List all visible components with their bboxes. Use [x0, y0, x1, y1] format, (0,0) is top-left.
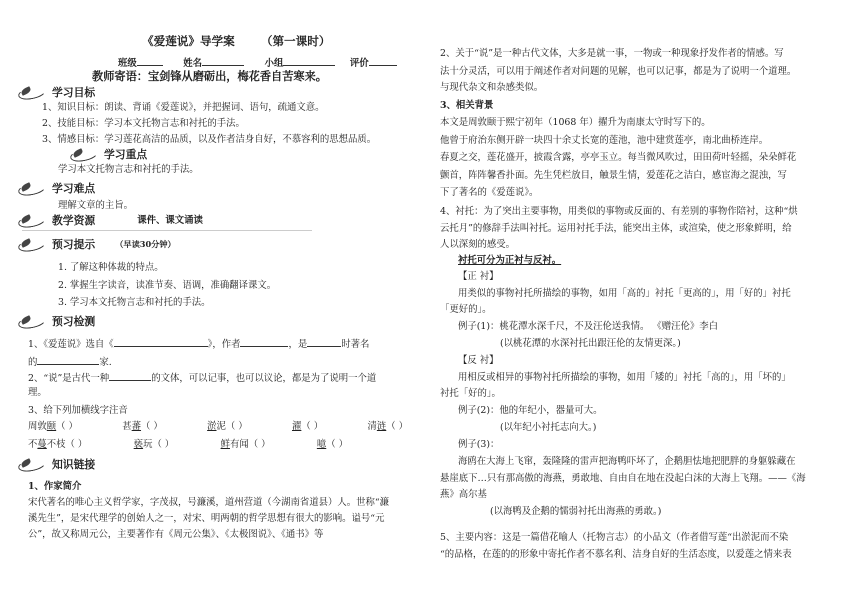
background-line-4: 颤首，阵阵馨香扑面。先生凭栏放目，触景生情，爱莲花之洁白，感宦海之混浊，写: [440, 170, 787, 181]
page-title: [142, 33, 330, 49]
dynasty-field[interactable]: [307, 337, 341, 347]
positive-contrast-line-2: 「更好的」。: [440, 304, 492, 315]
background-line-1: 本文是周敦颐于熙宁初年（1068 年）擢升为南康太守时写下的。: [440, 117, 711, 128]
preview-item-2: 2. 掌握生字读音，读准节奏、语调，准确翻译课文。: [58, 280, 277, 291]
background-line-2: 他曾于府治东侧开辟一块四十余丈长宽的莲池，池中建赏莲亭，南北曲桥连岸。: [440, 135, 769, 146]
section-resources-heading: 教学资源 课件、课文诵读: [18, 212, 203, 228]
goal-item-1: 1、知识目标：朗读、背诵《爱莲说》，并把握词、语句，疏通文意。: [42, 102, 325, 113]
preview-item-1: 1. 了解这种体裁的特点。: [58, 262, 164, 273]
author-intro-heading: 1、作家简介: [28, 481, 82, 492]
preview-item-3: 3. 学习本文托物言志和衬托的手法。: [58, 297, 211, 308]
identity-field[interactable]: [37, 355, 99, 365]
genre-line-2: 法十分灵活，可以用于阐述作者对问题的见解，也可以记事，都是为了说明一个道理。: [440, 66, 797, 77]
pinyin-row-2: [28, 438, 348, 451]
check-q1-line1: 1、《爱莲说》选自《 》，作者 ，是 时著名: [28, 339, 370, 350]
leaf-icon: [18, 237, 48, 251]
pinyin-item[interactable]: 清涟（ ）: [367, 421, 408, 432]
goal-item-3: 3、情感目标：学习莲花高洁的品质，以及作者洁身自好，不慕容利的思想品质。: [42, 134, 377, 145]
genre-line-3: 与现代杂文和杂感类似。: [440, 82, 544, 93]
leaf-icon: [18, 181, 48, 195]
section-focus-heading: 学习重点: [70, 146, 147, 162]
pinyin-item[interactable]: 甚蕃（ ）: [122, 421, 163, 432]
example-2: 例子(2)：他的年纪小，器量可大。: [458, 405, 603, 416]
leaf-icon: [18, 85, 48, 99]
example-1-note: (以桃花潭的水深衬托出跟汪伦的友情更深。): [500, 338, 681, 349]
eval-field[interactable]: [369, 56, 397, 66]
contrast-def-line-3: 人以深刻的感受。: [440, 239, 516, 250]
pinyin-item[interactable]: 不蔓不枝（ ）: [28, 439, 88, 450]
difficulty-text: 理解文章的主旨。: [58, 200, 134, 211]
leaf-icon: [18, 457, 48, 471]
section-check-heading: 预习检测: [18, 313, 95, 329]
negative-contrast-heading: 【反 衬】: [458, 355, 499, 366]
group-field[interactable]: [283, 56, 335, 66]
example-2-note: (以年纪小衬托志向大。): [500, 422, 597, 433]
lesson-label: （第一课时）: [260, 34, 331, 48]
author-intro-line-1: 宋代著名的唯心主义哲学家，字茂叔，号濂溪，道州营道（今湖南省道县）人。世称“濂: [28, 497, 390, 508]
author-intro-line-2: 溪先生”，是宋代理学的创始人之一，对宋、明两朝的哲学思想有很大的影响。谥号“元: [28, 513, 385, 524]
preview-note: （早读30分钟）: [115, 238, 176, 249]
pinyin-row-1: [28, 420, 408, 433]
contrast-def-line-2: 云托月”的修辞手法叫衬托。运用衬托手法，能突出主体，或渲染，使之形象鲜明，给: [440, 223, 792, 234]
name-field[interactable]: [202, 56, 244, 66]
genre-field[interactable]: [109, 371, 151, 381]
contrast-def-line-1: 4、衬托：为了突出主要事物，用类似的事物或反面的、有差别的事物作陪衬，这种“烘: [440, 206, 798, 217]
leaf-icon: [18, 314, 48, 328]
negative-contrast-line-1: 用相反或相异的事物衬托所描绘的事物，如用「矮的」衬托「高的」，用「坏的」: [458, 372, 791, 383]
example-3-line-3: 燕》高尔基: [440, 489, 487, 500]
source-field[interactable]: [114, 337, 208, 347]
positive-contrast-line-1: 用类似的事物衬托所描绘的事物，如用「高的」衬托「更高的」，用「好的」衬托: [458, 288, 791, 299]
section-difficulty-heading: 学习难点: [18, 180, 95, 196]
negative-contrast-line-2: 衬托「好的」。: [440, 388, 501, 399]
check-q3: 3、给下列加横线字注音: [28, 405, 128, 416]
resources-text: 课件、课文诵读: [137, 214, 203, 226]
example-1: 例子(1)：桃花潭水深千尺，不及汪伦送我情。 《赠汪伦》李白: [458, 321, 719, 332]
section-preview-heading: 预习提示 （早读30分钟）: [18, 236, 176, 252]
doc-title: 《爱莲说》导学案: [142, 34, 235, 48]
teacher-motto: 教师寄语：宝剑锋从磨砺出，梅花香自苦寒来。: [92, 69, 327, 83]
pinyin-item[interactable]: 鲜有闻（ ）: [220, 439, 271, 450]
background-heading: 3、相关背景: [440, 100, 494, 111]
class-field[interactable]: [137, 56, 163, 66]
example-3-line-1: 海鸥在大海上飞窜，轰隆隆的雷声把海鸭吓坏了，企鹅胆怯地把肥胖的身躯躲藏在: [458, 456, 796, 467]
divider: [22, 230, 312, 231]
check-q1-line2: 的 家.: [28, 357, 112, 368]
example-3-line-2: 悬崖底下…只有那高傲的海燕，勇敢地、自由自在地在没起白沫的大海上飞翔。——《海: [440, 473, 806, 484]
goal-item-2: 2、技能目标：学习本文托物言志和衬托的手法。: [42, 118, 245, 129]
pinyin-item[interactable]: 淤泥（ ）: [207, 421, 248, 432]
author-field[interactable]: [240, 337, 288, 347]
pinyin-item[interactable]: 亵玩（ ）: [133, 439, 175, 450]
section-goals-heading: 学习目标: [18, 84, 95, 100]
pinyin-item[interactable]: 周敦颐（ ）: [28, 421, 78, 432]
leaf-icon: [18, 213, 48, 227]
main-content-line-2: “的品格，在莲的的形象中寄托作者不慕名利、洁身自好的生活态度，以爱莲之情来表: [440, 549, 792, 560]
genre-line-1: 2、关于“说”是一种古代文体，大多是就一事，一物或一种现象抒发作者的情感。写: [440, 48, 784, 59]
background-line-3: 春夏之交，莲花盛开，披霞含露，亭亭玉立。每当微风吹过，田田荷叶轻摇，朵朵鲜花: [440, 152, 797, 163]
positive-contrast-heading: 【正 衬】: [458, 271, 499, 282]
section-links-heading: 知识链接: [18, 456, 95, 472]
background-line-5: 下了著名的《爱莲说》。: [440, 187, 539, 198]
example-3-note: (以海鸭及企鹅的懦弱衬托出海燕的勇敢。): [490, 506, 662, 517]
check-q2-line1: 2、“说”是古代一种 的文体，可以记事，也可以议论，都是为了说明一个道: [28, 373, 377, 384]
contrast-types: 衬托可分为正衬与反衬。: [458, 255, 562, 266]
focus-text: 学习本文托物言志和衬托的手法。: [58, 164, 199, 175]
main-content-line-1: 5、主要内容：这是一篇借花喻人（托物言志）的小品文（作者借写莲“出淤泥而不染: [440, 532, 789, 543]
author-intro-line-3: 公”，故又称周元公，主要著作有《周元公集》、《太极图说》、《通书》等: [28, 529, 324, 540]
example-3: 例子(3)：: [458, 439, 500, 450]
leaf-icon: [70, 147, 100, 161]
pinyin-item[interactable]: 濯（ ）: [291, 421, 324, 432]
check-q2-line2: 理。: [28, 387, 47, 398]
pinyin-item[interactable]: 噫（ ）: [316, 439, 348, 450]
student-info-line: 班级 姓名 小组 评价: [118, 56, 397, 70]
